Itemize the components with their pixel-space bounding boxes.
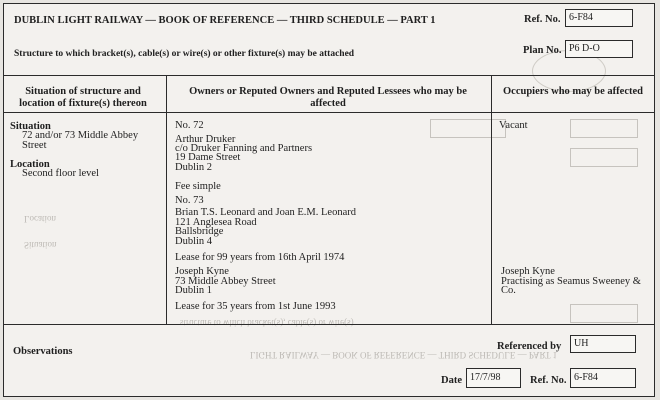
bleed-through-box	[430, 119, 506, 138]
occupier-line: Vacant	[499, 120, 528, 131]
bleed-through-box	[570, 119, 638, 138]
owner-tenure: Fee simple	[175, 181, 221, 192]
owner-line: 19 Dame Street	[175, 152, 241, 163]
location-value: Second floor level	[22, 168, 99, 179]
owner-line: Brian T.S. Leonard and Joan E.M. Leonard	[175, 207, 356, 218]
owner-line: Dublin 1	[175, 285, 213, 296]
schedule-title: DUBLIN LIGHT RAILWAY — BOOK OF REFERENCE — THIRD SCHEDULE — PART 1	[14, 15, 436, 26]
owner-line: c/o Druker Fanning and Partners	[175, 143, 313, 154]
plan-no-label: Plan No.	[523, 45, 562, 56]
situation-line: 72 and/or 73 Middle Abbey	[22, 130, 139, 141]
situation-line: Street	[22, 140, 47, 151]
ref-no-label: Ref. No.	[524, 14, 561, 25]
owner-tenure: Lease for 35 years from 1st June 1993	[175, 301, 336, 312]
bleed-through-text: structure to which bracket(s), cable(s) or wire(s)	[180, 318, 354, 328]
column-separator	[166, 76, 167, 325]
owner-line: Dublin 2	[175, 162, 213, 173]
referenced-by-label: Referenced by	[497, 341, 562, 352]
situation-label: Situation	[10, 121, 51, 132]
footer-ref-no-label: Ref. No.	[530, 375, 567, 386]
header-divider	[4, 75, 654, 76]
observations-label: Observations	[13, 346, 73, 357]
owner-line: 73 Middle Abbey Street	[175, 276, 276, 287]
bleed-through-text: Situation	[24, 240, 57, 250]
column-header-owners: Owners or Reputed Owners and Reputed Lessees who may be affected	[189, 86, 467, 109]
owner-line: Joseph Kyne	[175, 266, 229, 277]
column-separator	[491, 76, 492, 325]
owner-line: Dublin 4	[175, 236, 213, 247]
owner-line: 121 Anglesea Road	[175, 217, 257, 228]
occupier-line: Practising as Seamus Sweeney &	[501, 276, 641, 287]
owner-line: Arthur Druker	[175, 134, 236, 145]
bleed-through-box	[570, 148, 638, 167]
structure-subtitle: Structure to which bracket(s), cable(s) or wire(s) or other fixture(s) may be attached	[14, 49, 355, 59]
ref-no-field: 6-F84	[565, 9, 633, 27]
occupier-line: Co.	[501, 285, 516, 296]
owner-property-no: No. 73	[175, 195, 204, 206]
bleed-through-box	[570, 304, 638, 323]
column-header-situation: Situation of structure and location of fixture(s) thereon	[19, 86, 147, 109]
footer-divider	[4, 324, 654, 325]
location-label: Location	[10, 159, 50, 170]
owner-property-no: No. 72	[175, 120, 204, 131]
occupier-line: Joseph Kyne	[501, 266, 555, 277]
date-label: Date	[441, 375, 462, 386]
owner-tenure: Lease for 99 years from 16th April 1974	[175, 252, 345, 263]
owner-line: Ballsbridge	[175, 226, 224, 237]
column-header-occupiers: Occupiers who may be affected	[503, 86, 643, 97]
date-field: 17/7/98	[466, 368, 521, 388]
referenced-by-field: UH	[570, 335, 636, 353]
bleed-through-text: LIGHT RAILWAY — BOOK OF REFERENCE — THIRD SCHEDULE — PART 1	[250, 350, 558, 360]
column-header-divider	[4, 112, 654, 113]
plan-no-field: P6 D-O	[565, 40, 633, 58]
footer-ref-no-field: 6-F84	[570, 368, 636, 388]
bleed-through-text: Location	[24, 214, 56, 224]
